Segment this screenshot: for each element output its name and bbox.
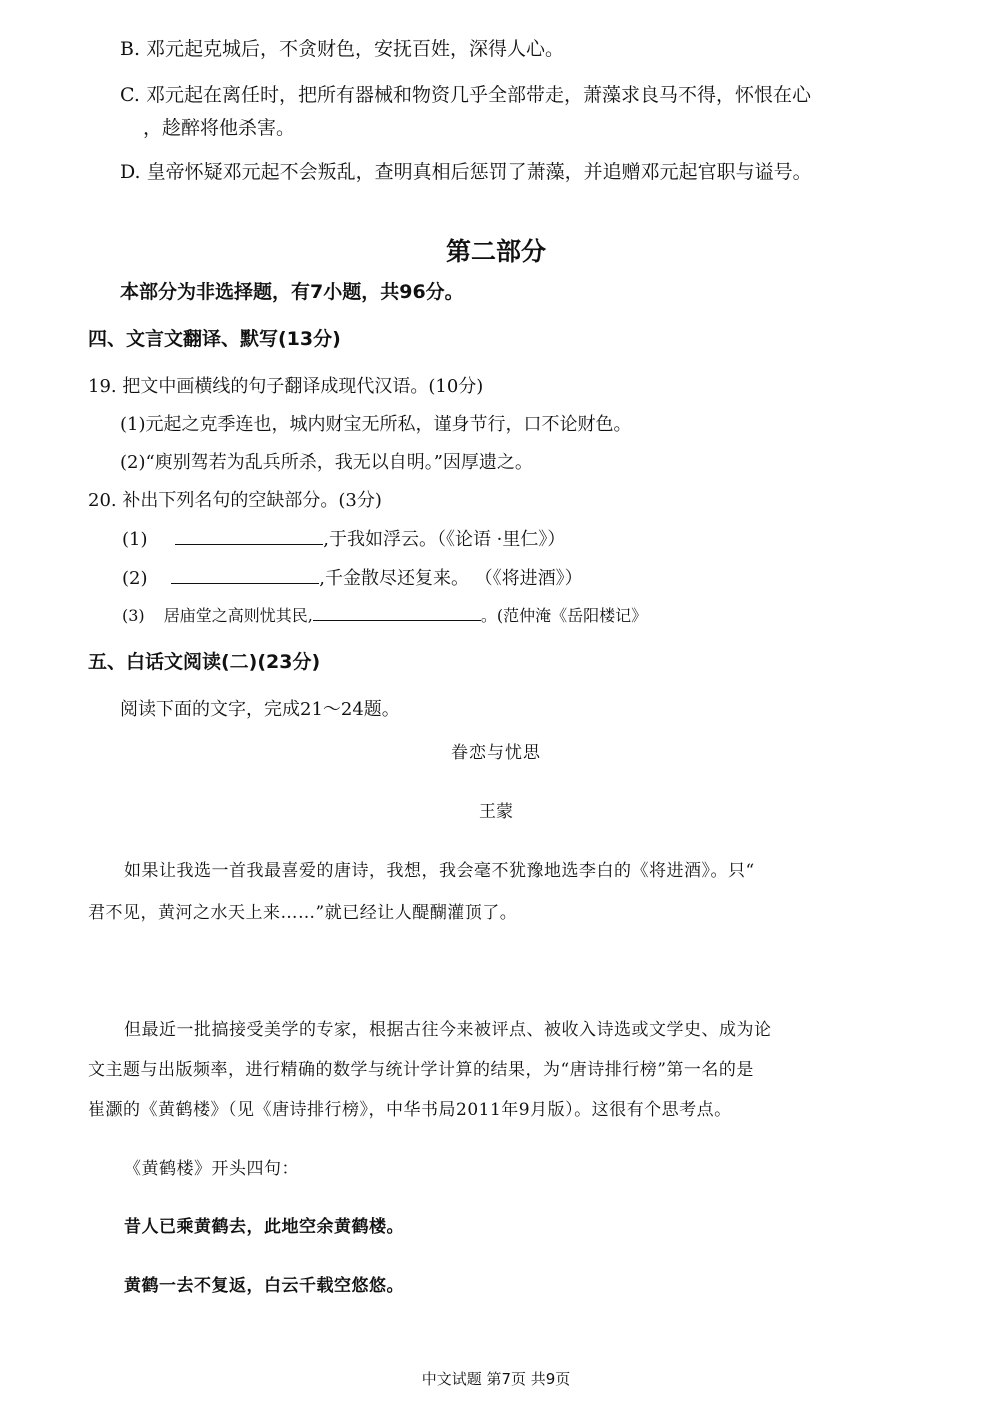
q20-item-3-post: 。(范仲淹《岳阳楼记》 — [480, 606, 648, 625]
q20-blank-1[interactable] — [175, 528, 323, 545]
option-b: B. 邓元起克城后，不贪财色，安抚百姓，深得人心。 — [120, 38, 565, 60]
q19-stem: 19. 把文中画横线的句子翻译成现代汉语。(10分) — [88, 376, 484, 397]
article-paragraph-1-line-1: 如果让我选一首我最喜爱的唐诗，我想，我会毫不犹豫地选李白的《将进酒》。只“ — [124, 861, 755, 881]
q20-item-3-pre: 居庙堂之高则忧其民, — [163, 606, 313, 625]
section4-heading: 四、文言文翻译、默写(13分) — [88, 328, 341, 350]
q20-item-1-text: ,于我如浮云。（《论语 ·里仁》） — [323, 529, 566, 550]
q20-blank-3[interactable] — [313, 604, 481, 621]
q20-item-1-number: (1) — [122, 529, 148, 550]
option-c-line2: ，趁醉将他杀害。 — [143, 117, 296, 139]
q20-blank-2[interactable] — [171, 567, 319, 584]
article-title: 眷恋与忧思 — [451, 743, 541, 763]
q20-item-3-number: (3) — [122, 606, 145, 625]
part2-title: 第二部分 — [445, 237, 546, 266]
article-paragraph-1-line-2: 君不见，黄河之水天上来……”就已经让人醍醐灌顶了。 — [88, 903, 518, 923]
q19-sentence-2: (2)“庾别驾若为乱兵所杀，我无以自明。”因厚遗之。 — [120, 452, 533, 473]
article-paragraph-3: 《黄鹤楼》开头四句： — [124, 1159, 299, 1179]
article-author: 王蒙 — [479, 802, 513, 822]
option-d: D. 皇帝怀疑邓元起不会叛乱，查明真相后惩罚了萧藻，并追赠邓元起官职与谥号。 — [120, 161, 812, 183]
q20-stem: 20. 补出下列名句的空缺部分。(3分) — [88, 490, 382, 511]
article-paragraph-2-line-2: 文主题与出版频率，进行精确的数学与统计学计算的结果，为“唐诗排行榜”第一名的是 — [88, 1060, 754, 1080]
q20-item-1 — [122, 525, 565, 551]
poem-line-1: 昔人已乘黄鹤去，此地空余黄鹤楼。 — [124, 1217, 404, 1237]
q20-item-2-text: ,千金散尽还复来。 （《将进酒》） — [319, 568, 583, 589]
option-c-line1: C. 邓元起在离任时，把所有器械和物资几乎全部带走，萧藻求良马不得，怀恨在心 — [120, 84, 811, 106]
section5-heading: 五、白话文阅读(二)(23分) — [88, 651, 321, 673]
q20-item-2 — [122, 564, 583, 590]
poem-line-2: 黄鹤一去不复返，白云千载空悠悠。 — [124, 1276, 404, 1296]
q20-item-3 — [122, 603, 647, 626]
part2-intro: 本部分为非选择题，有7小题，共96分。 — [120, 281, 464, 303]
article-paragraph-2-line-3: 崔灏的《黄鹤楼》（见《唐诗排行榜》，中华书局2011年9月版）。这很有个思考点。 — [88, 1100, 732, 1120]
q20-item-2-number: (2) — [122, 568, 148, 589]
article-paragraph-2-line-1: 但最近一批搞接受美学的专家，根据古往今来被评点、被收入诗选或文学史、成为论 — [124, 1020, 772, 1040]
page-footer: 中文试题 第7页 共9页 — [421, 1370, 571, 1388]
q19-sentence-1: (1)元起之克季连也，城内财宝无所私，谨身节行，口不论财色。 — [120, 414, 632, 435]
section5-instruction: 阅读下面的文字，完成21～24题。 — [120, 699, 400, 720]
